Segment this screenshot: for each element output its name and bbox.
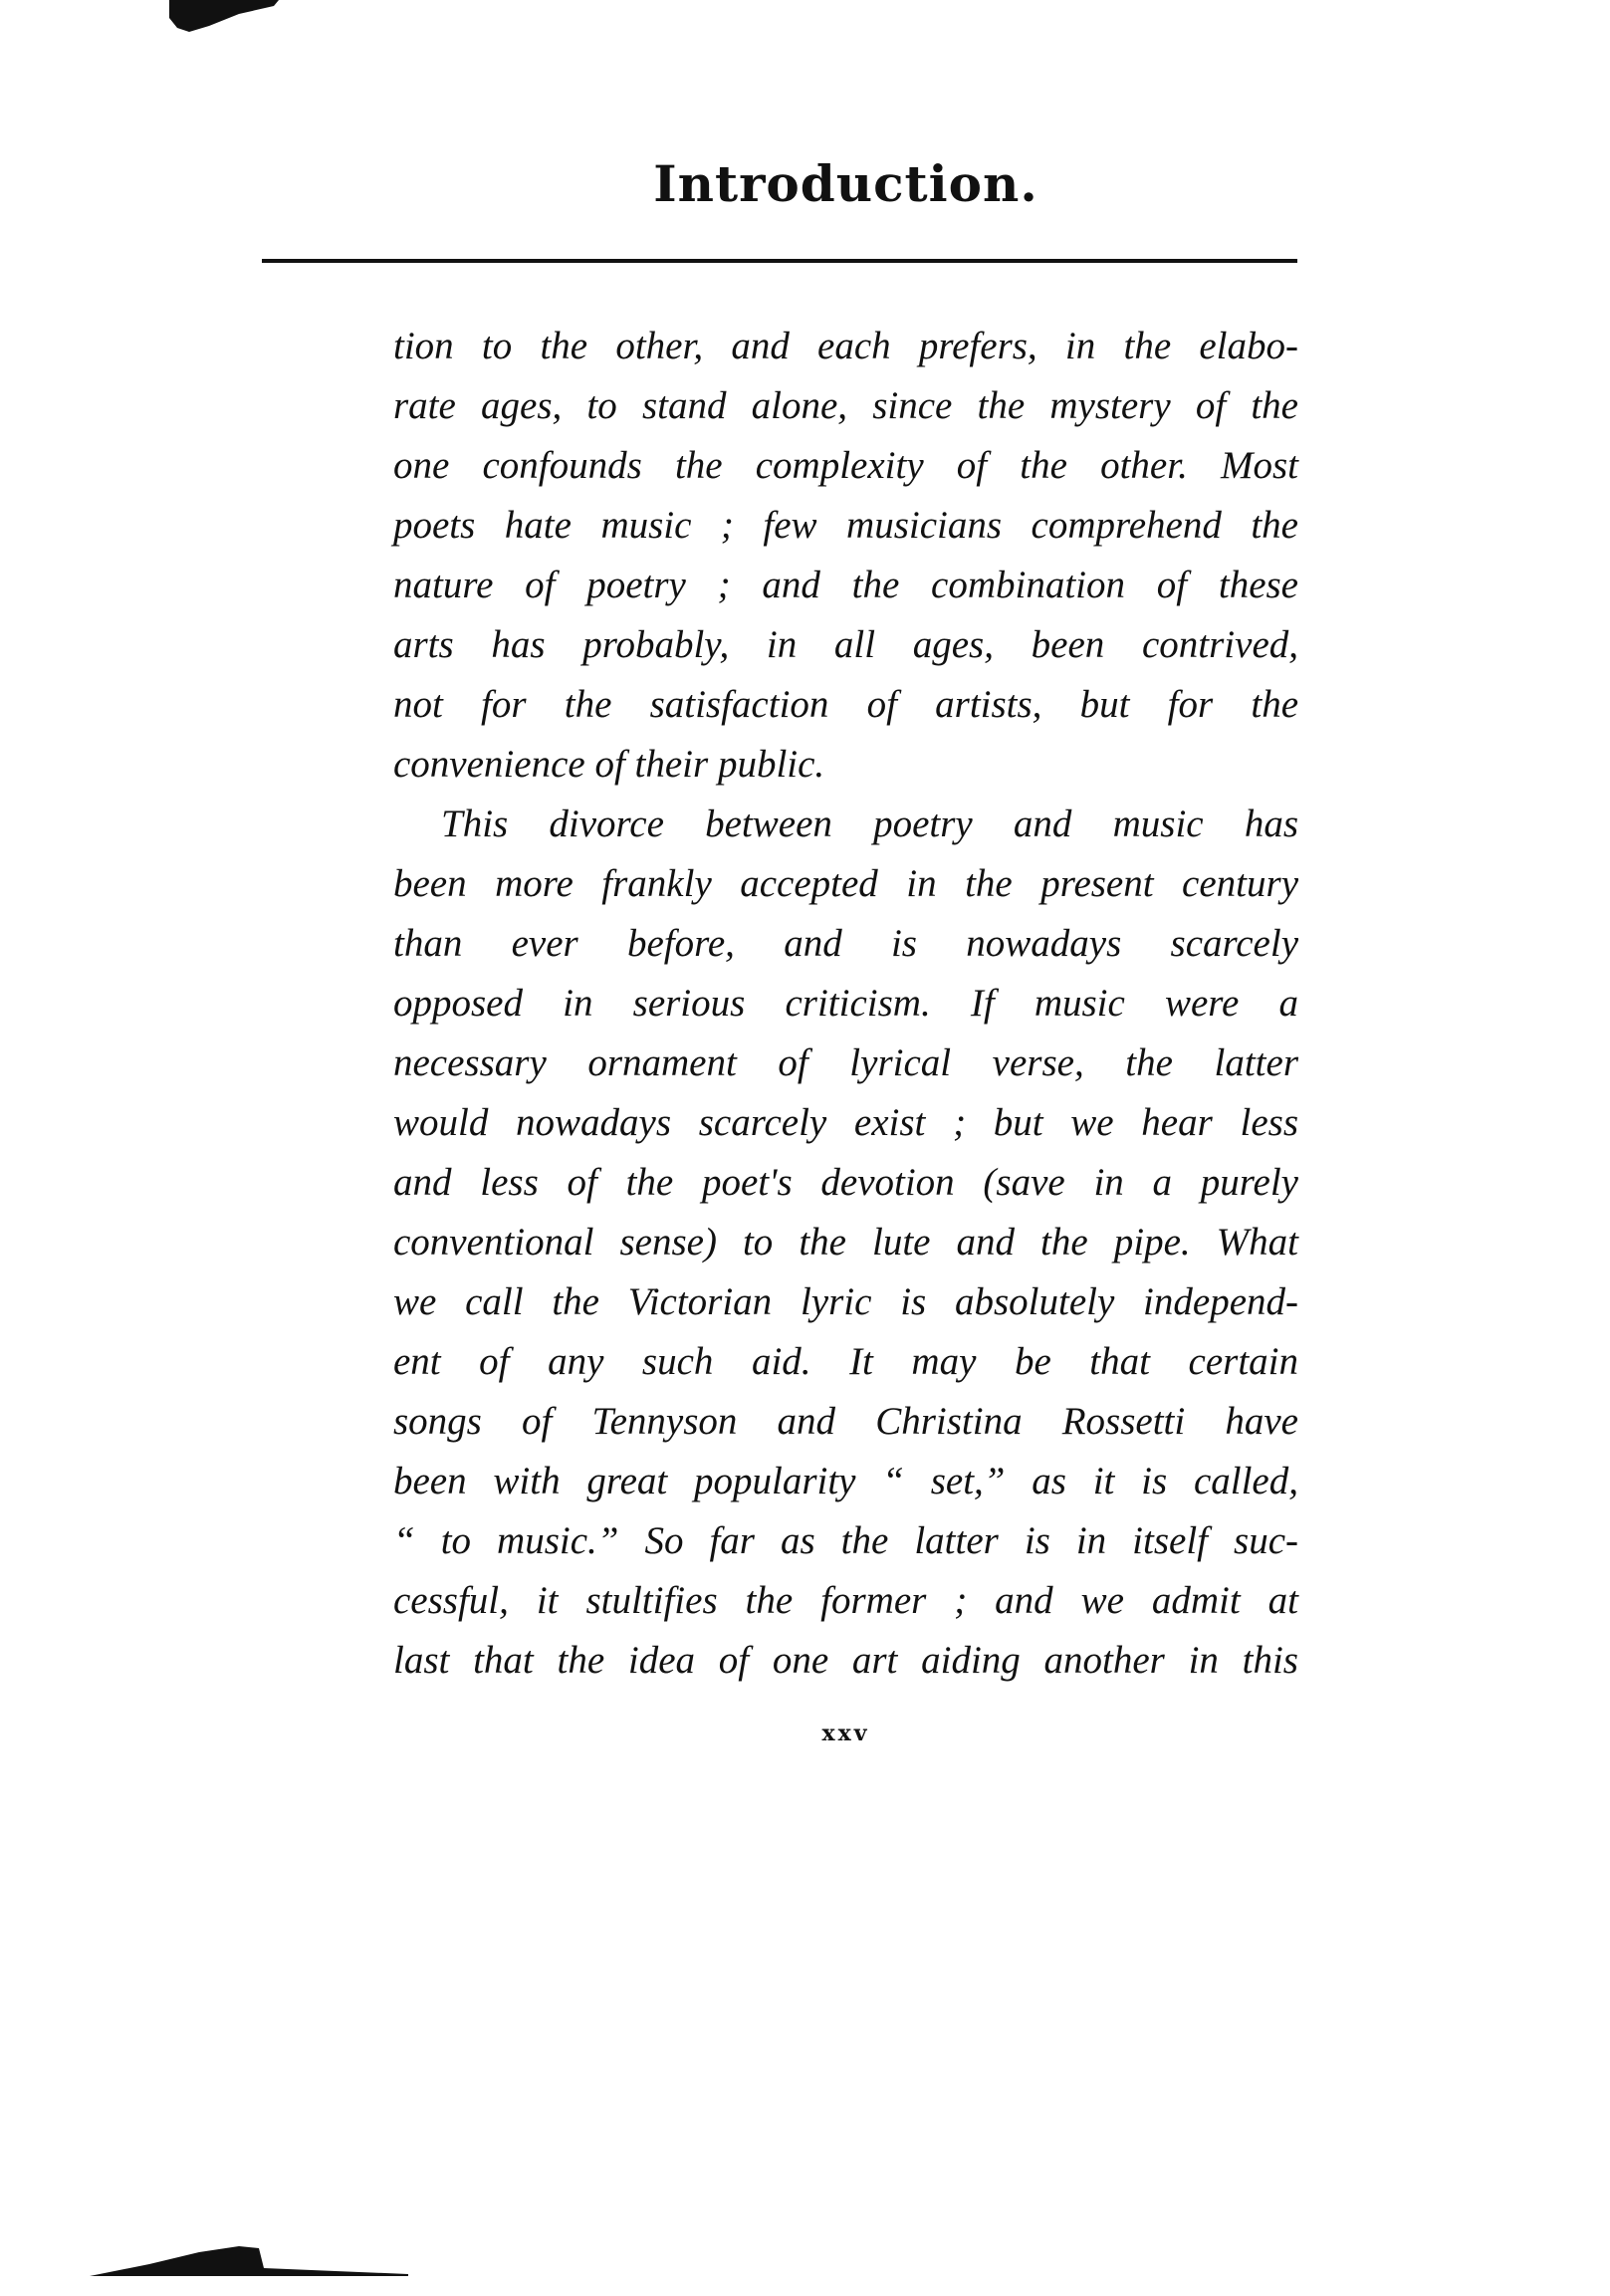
text-line: This divorce between poetry and music has	[441, 803, 1298, 845]
text-line: nature of poetry ; and the combination of these	[393, 564, 1298, 606]
paragraph-2	[393, 795, 1298, 1691]
text-line: ent of any such aid. It may be that certain	[393, 1340, 1298, 1383]
text-line: been with great popularity “ set,” as it is called,	[393, 1460, 1298, 1502]
text-line: “ to music.” So far as the latter is in itself suc-	[393, 1519, 1298, 1562]
text-line: poets hate music ; few musicians comprehend the	[393, 504, 1298, 547]
text-line: last that the idea of one art aiding another in this	[393, 1639, 1298, 1682]
text-line: than ever before, and is nowadays scarcely	[393, 922, 1298, 965]
text-line: cessful, it stultifies the former ; and we admit at	[393, 1579, 1298, 1622]
text-line: convenience of their public.	[393, 743, 825, 786]
text-line: we call the Victorian lyric is absolutely independ-	[393, 1280, 1298, 1323]
text-line: necessary ornament of lyrical verse, the latter	[393, 1041, 1298, 1084]
text-line: conventional sense) to the lute and the pipe. What	[393, 1221, 1298, 1263]
paragraph-1	[393, 317, 1298, 795]
text-line: rate ages, to stand alone, since the mystery of the	[393, 384, 1298, 427]
text-line: tion to the other, and each prefers, in the elabo-	[393, 325, 1298, 367]
body-text	[393, 317, 1298, 1691]
text-line: songs of Tennyson and Christina Rossetti have	[393, 1400, 1298, 1443]
text-line: would nowadays scarcely exist ; but we hear less	[393, 1101, 1298, 1144]
scan-artifact-top	[169, 0, 279, 34]
text-line: opposed in serious criticism. If music were a	[393, 982, 1298, 1025]
page-number: xxv	[821, 1721, 870, 1746]
text-line: and less of the poet's devotion (save in a purely	[393, 1161, 1298, 1204]
text-line: one confounds the complexity of the other. Most	[393, 444, 1298, 487]
header-rule	[262, 259, 1297, 263]
text-line: not for the satisfaction of artists, but for the	[393, 683, 1298, 726]
running-head: Introduction.	[653, 154, 1038, 213]
text-line: arts has probably, in all ages, been contrived,	[393, 623, 1298, 666]
text-line: been more frankly accepted in the present century	[393, 862, 1298, 905]
scan-artifact-bottom	[90, 2238, 408, 2278]
